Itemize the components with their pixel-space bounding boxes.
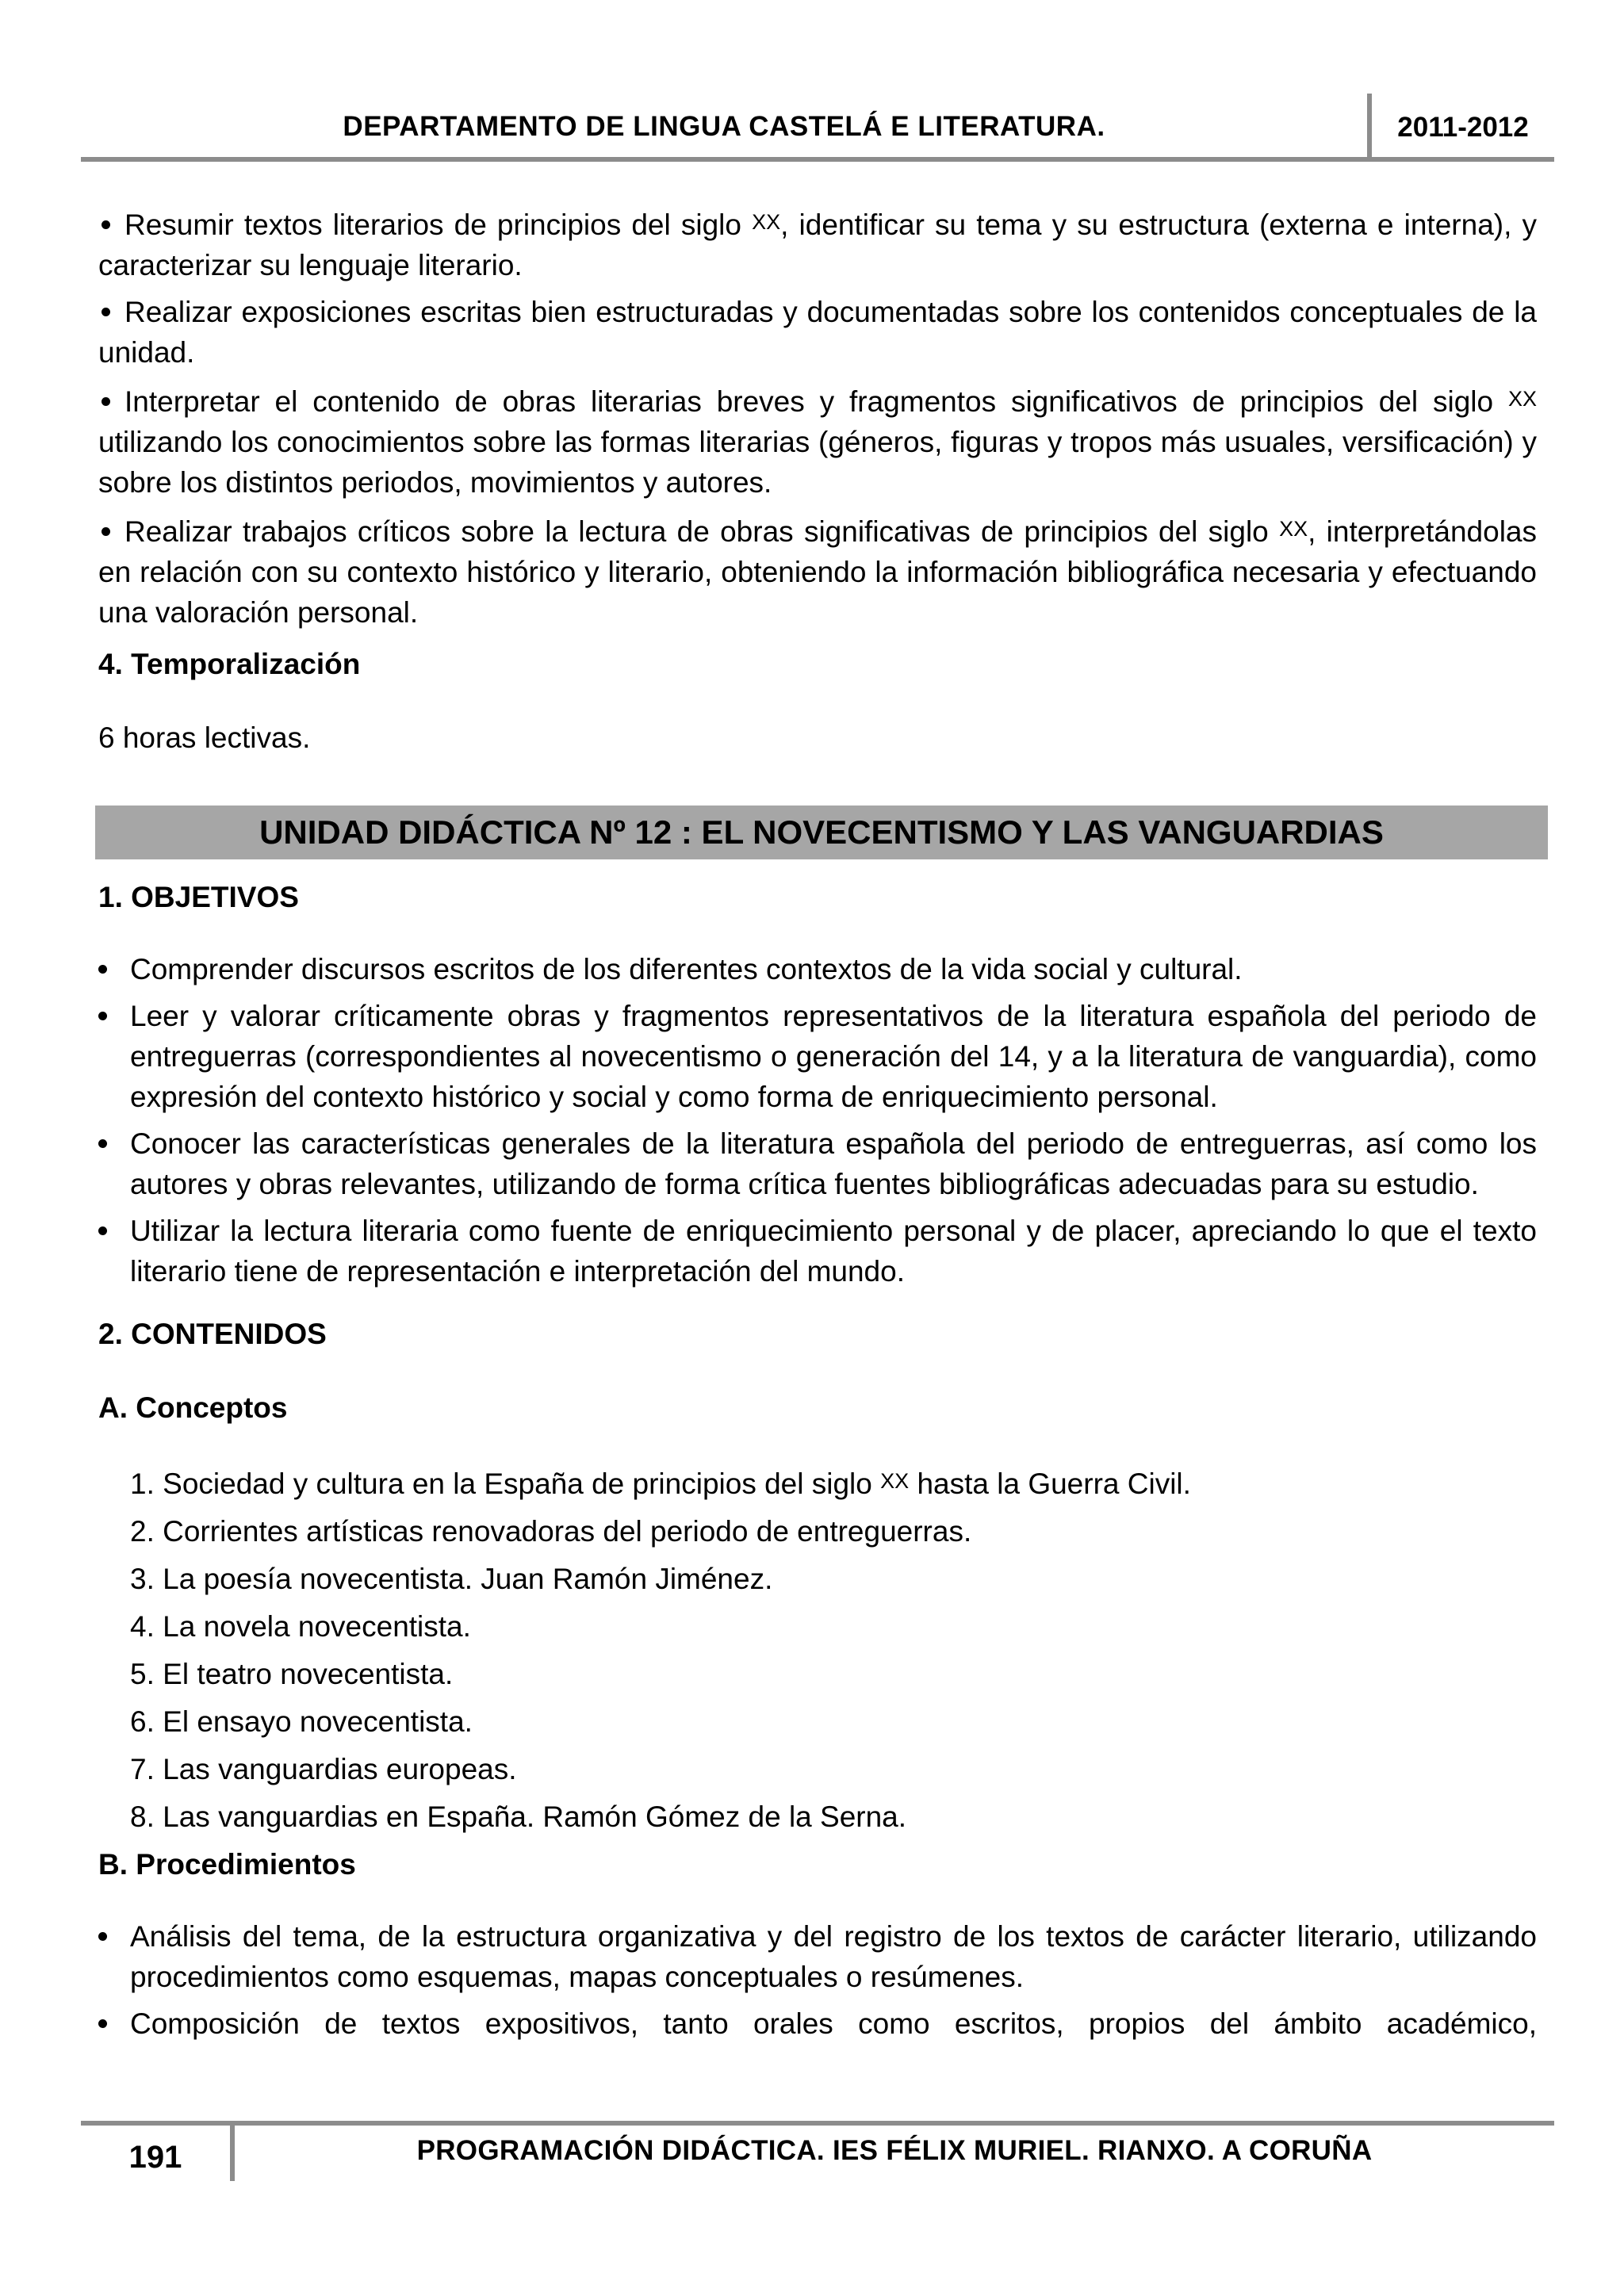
bullet-icon bbox=[102, 527, 110, 536]
intro-bullet: Realizar exposiciones escritas bien estructuradas y documentadas sobre los contenidos conceptuales de la unidad. bbox=[98, 296, 1537, 369]
list-item: 5. El teatro novecentista. bbox=[130, 1658, 454, 1690]
page-footer bbox=[81, 2121, 1554, 2192]
procedimientos-heading: B. Procedimientos bbox=[98, 1848, 356, 1881]
intro-bullet: Resumir textos literarios de principios del siglo XX, identificar su tema y su estructura (externa e interna), y caracterizar su lenguaje literario. bbox=[98, 209, 1537, 281]
bullet-icon bbox=[98, 1932, 107, 1941]
intro-bullet: Interpretar el contenido de obras literarias breves y fragmentos significativos de principios del siglo XX utilizando los conocimientos sobre las formas literarias (géneros, figuras y tropos más usuales, versificación) y sobre los distintos periodos, movimientos y autores. bbox=[98, 385, 1537, 499]
temporalizacion-heading: 4. Temporalización bbox=[98, 648, 361, 680]
list-item: Leer y valorar críticamente obras y fragmentos representativos de la literatura española del periodo de entreguerras (correspondientes al novecentismo o generación del 14, y a la literatura de vanguardia), como expresión del contexto histórico y social y como forma de enriquecimiento personal. bbox=[98, 996, 1537, 1117]
list-item: Comprender discursos escritos de los diferentes contextos de la vida social y cultural. bbox=[98, 949, 1537, 989]
footer-text: PROGRAMACIÓN DIDÁCTICA. IES FÉLIX MURIEL. RIANXO. A CORUÑA bbox=[416, 2135, 1373, 2166]
list-item: 6. El ensayo novecentista. bbox=[130, 1705, 473, 1738]
bullet-icon bbox=[102, 308, 110, 316]
list-item: Conocer las características generales de la literatura española del periodo de entreguerras, así como los autores y obras relevantes, utilizando de forma crítica fuentes bibliográficas adecuadas para su estudio. bbox=[98, 1123, 1537, 1204]
list-item: 4. La novela novecentista. bbox=[130, 1610, 471, 1643]
list-item: 3. La poesía novecentista. Juan Ramón Jiménez. bbox=[130, 1563, 773, 1595]
contenidos-heading: 2. CONTENIDOS bbox=[98, 1318, 327, 1350]
century-numeral: XX bbox=[1507, 387, 1537, 411]
list-item: 8. Las vanguardias en España. Ramón Gómez de la Serna. bbox=[130, 1800, 907, 1833]
list-item: 7. Las vanguardias europeas. bbox=[130, 1753, 517, 1785]
objetivos-list bbox=[98, 949, 1537, 1292]
bullet-icon bbox=[102, 397, 110, 406]
header-year: 2011-2012 bbox=[1367, 94, 1554, 159]
bullet-icon bbox=[98, 1012, 107, 1020]
list-item: 1. Sociedad y cultura en la España de principios del siglo XX hasta la Guerra Civil. bbox=[130, 1468, 1191, 1500]
temporalizacion-text: 6 horas lectivas. bbox=[98, 721, 311, 754]
objetivos-heading: 1. OBJETIVOS bbox=[98, 881, 299, 913]
header-title: DEPARTAMENTO DE LINGUA CASTELÁ E LITERATURA. bbox=[343, 111, 1105, 142]
list-item: 2. Corrientes artísticas renovadoras del periodo de entreguerras. bbox=[130, 1515, 972, 1548]
conceptos-heading: A. Conceptos bbox=[98, 1391, 288, 1424]
page-content bbox=[98, 202, 1537, 2050]
page-number: 191 bbox=[81, 2126, 235, 2181]
procedimientos-list bbox=[98, 1916, 1537, 2044]
header-divider bbox=[81, 157, 1554, 162]
bullet-icon bbox=[102, 220, 110, 229]
bullet-icon bbox=[98, 1226, 107, 1235]
list-item: Análisis del tema, de la estructura organizativa y del registro de los textos de carácter literario, utilizando procedimientos como esquemas, mapas conceptuales o resúmenes. bbox=[98, 1916, 1537, 1997]
bullet-icon bbox=[98, 2019, 107, 2028]
bullet-icon bbox=[98, 1139, 107, 1148]
footer-divider bbox=[81, 2121, 1554, 2126]
page-header bbox=[81, 94, 1554, 163]
century-numeral: XX bbox=[752, 210, 781, 234]
list-item: Composición de textos expositivos, tanto orales como escritos, propios del ámbito académico, bbox=[98, 2003, 1537, 2044]
century-numeral: XX bbox=[1279, 517, 1308, 541]
conceptos-list bbox=[98, 1461, 1537, 1837]
bullet-icon bbox=[98, 965, 107, 974]
century-numeral: XX bbox=[880, 1469, 910, 1493]
unit-title-band: UNIDAD DIDÁCTICA Nº 12 : EL NOVECENTISMO Y LAS VANGUARDIAS bbox=[95, 806, 1548, 859]
intro-bullet: Realizar trabajos críticos sobre la lectura de obras significativas de principios del siglo XX, interpretándolas en relación con su contexto histórico y literario, obteniendo la información bibliográfica necesaria y efectuando una valoración personal. bbox=[98, 515, 1538, 629]
list-item: Utilizar la lectura literaria como fuente de enriquecimiento personal y de placer, apreciando lo que el texto literario tiene de representación e interpretación del mundo. bbox=[98, 1211, 1537, 1292]
